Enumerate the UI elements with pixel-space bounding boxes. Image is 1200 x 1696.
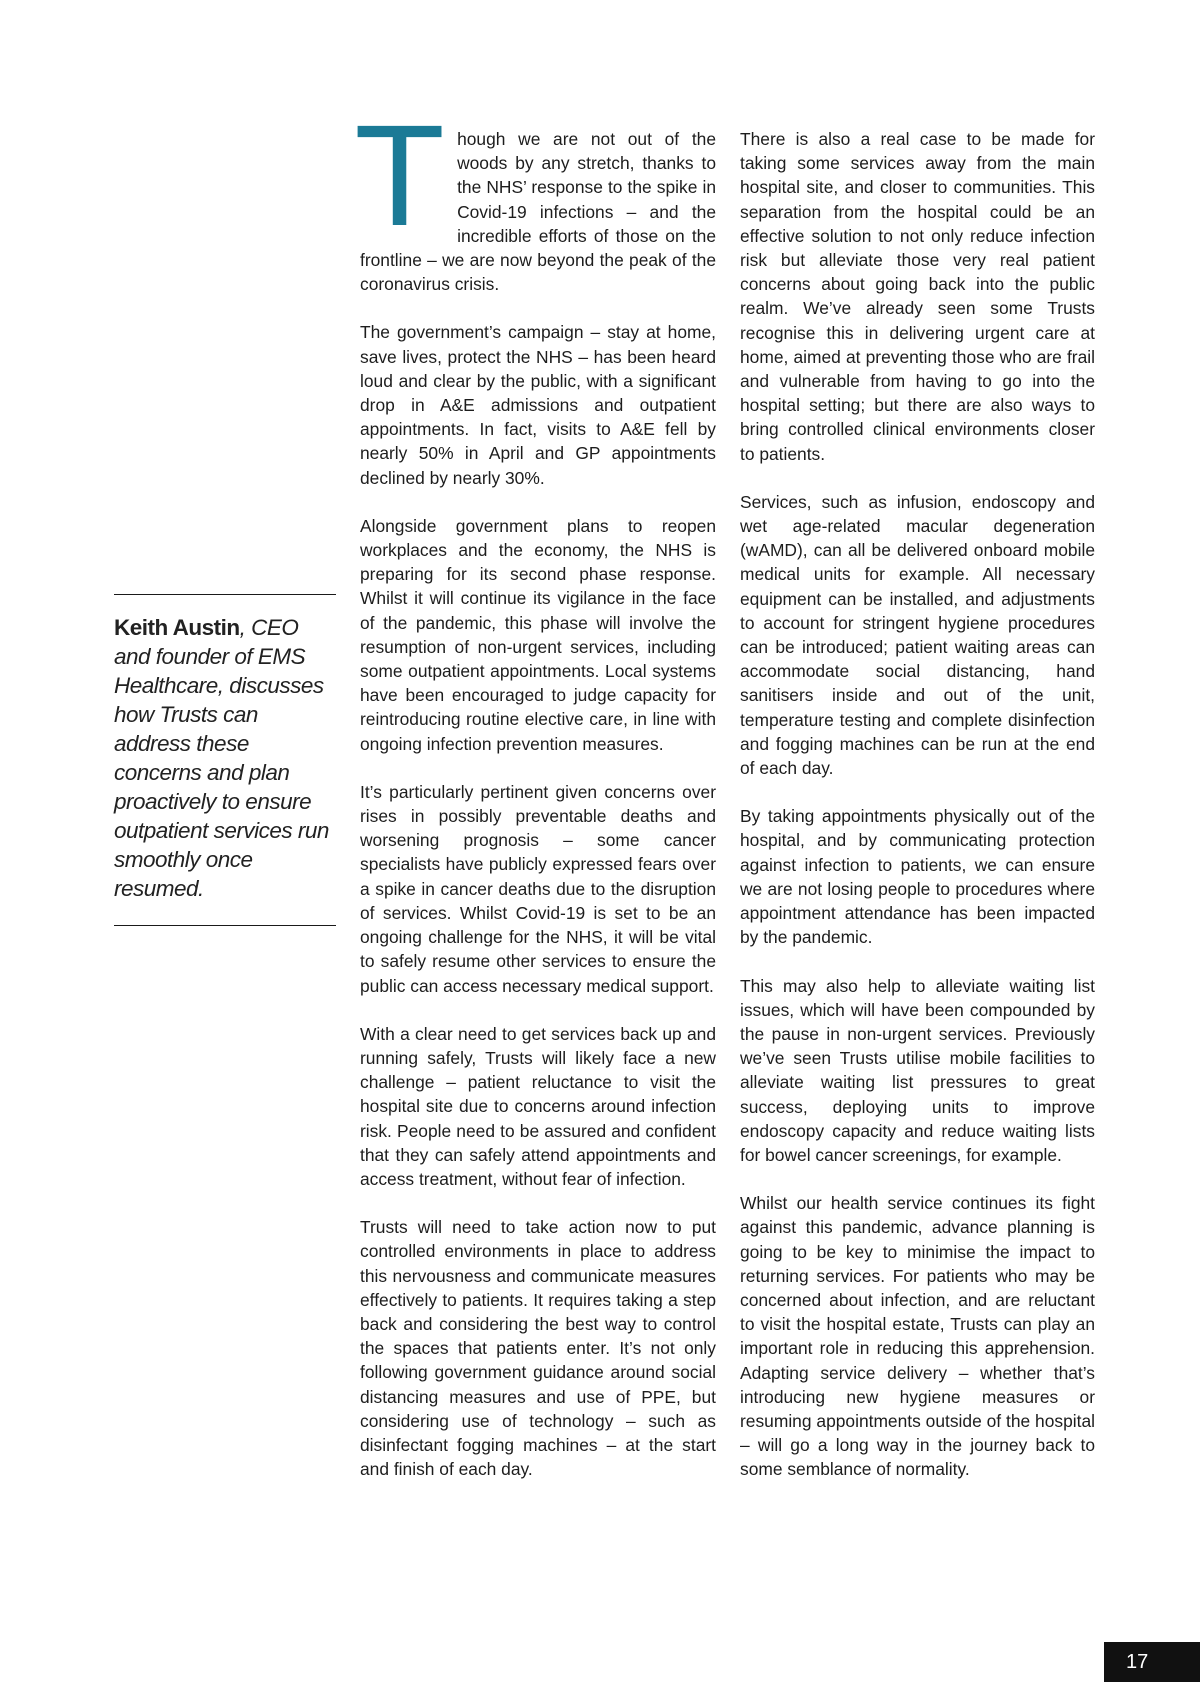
first-paragraph-text: hough we are not out of the woods by any stretch, thanks to the NHS’ response to the spike in Covid-19 infections – and the incredible efforts of those on the frontline – we are now beyond the peak of the coronavirus crisis. <box>360 129 716 295</box>
article-paragraph: Trusts will need to take action now to put controlled environments in place to address this nervousness and communicate measures effectively to patients. It requires taking a step back and considering the best way to control the spaces that patients enter. It’s not only following government guidance around social distancing measures and use of PPE, but considering use of technology – such as disinfectant fogging machines – at the start and finish of each day. <box>360 1217 716 1480</box>
article-paragraph <box>358 100 716 296</box>
pull-quote <box>114 594 336 926</box>
pull-quote-bottom-rule <box>114 925 336 926</box>
page-number: 17 <box>1104 1642 1200 1682</box>
article-paragraph: Whilst our health service continues its fight against this pandemic, advance planning is going to be key to minimise the impact to returning services. For patients who may be concerned about infection, and are reluctant to visit the hospital estate, Trusts can play an important role in reducing this apprehension. Adapting service delivery – whether that’s introducing new hygiene measures or resuming appointments outside of the hospital – will go a long way in the journey back to some semblance of normality. <box>740 1193 1095 1480</box>
article-paragraph: The government’s campaign – stay at home, save lives, protect the NHS – has been heard loud and clear by the public, with a significant drop in A&E admissions and outpatient appointments. In fact, visits to A&E fell by nearly 50% in April and GP appointments declined by nearly 30%. <box>360 322 716 488</box>
article-paragraph: Alongside government plans to reopen workplaces and the economy, the NHS is preparing for its second phase response. Whilst it will continue its vigilance in the face of the pandemic, this phase will involve the resumption of non-urgent services, including some outpatient appointments. Local systems have been encouraged to judge capacity for reintroducing routine elective care, in line with ongoing infection prevention measures. <box>360 515 716 754</box>
pull-quote-top-rule <box>114 594 336 595</box>
pull-quote-text <box>114 613 336 903</box>
drop-cap: T <box>358 100 442 258</box>
article-paragraph: This may also help to alleviate waiting list issues, which will have been compounded by the pause in non-urgent services. Previously we’ve seen Trusts utilise mobile facilities to alleviate waiting list pressures to great success, deploying units to improve endoscopy capacity and reduce waiting lists for bowel cancer screenings, for example. <box>740 975 1095 1165</box>
article-paragraph: With a clear need to get services back up and running safely, Trusts will likely face a new challenge – patient reluctance to visit the hospital site due to concerns around infection risk. People need to be assured and confident that they can safely attend appointments and access treatment, without fear of infection. <box>360 1023 716 1189</box>
article-paragraph: It’s particularly pertinent given concerns over rises in possibly preventable deaths and worsening prognosis – some cancer specialists have publicly expressed fears over a spike in cancer deaths due to the disruption of services. Whilst Covid-19 is set to be an ongoing challenge for the NHS, it will be vital to safely resume other services to ensure the public can access necessary medical support. <box>360 781 716 996</box>
article-paragraph: By taking appointments physically out of the hospital, and by communicating protection against infection to patients, we can ensure we are not losing people to procedures where appointment attendance has been impacted by the pandemic. <box>740 806 1095 948</box>
article-paragraph: Services, such as infusion, endoscopy and wet age-related macular degeneration (wAMD), can all be delivered onboard mobile medical units for example. All necessary equipment can be installed, and adjustments to account for stringent hygiene procedures can be introduced; patient waiting areas can accommodate social distancing, hand sanitisers inside and out of the unit, temperature testing and complete disinfection and fogging machines can be run at the end of each day. <box>740 491 1095 779</box>
article-column-left <box>358 100 716 1505</box>
pull-quote-body: , CEO and founder of EMS Healthcare, discusses how Trusts can address these concerns and plan proactively to ensure outpatient services run smoothly once resumed. <box>114 615 329 901</box>
article-column-right <box>740 127 1095 1506</box>
article-paragraph: There is also a real case to be made for taking some services away from the main hospital site, and closer to communities. This separation from the hospital could be an effective solution to not only reduce infection risk but alleviate those very real patient concerns about going back into the public realm. We’ve already seen some Trusts recognise this in delivering urgent care at home, aimed at preventing those who are frail and vulnerable from having to go into the hospital setting; but there are also ways to bring controlled clinical environments closer to patients. <box>740 129 1095 464</box>
author-name: Keith Austin <box>114 615 240 640</box>
